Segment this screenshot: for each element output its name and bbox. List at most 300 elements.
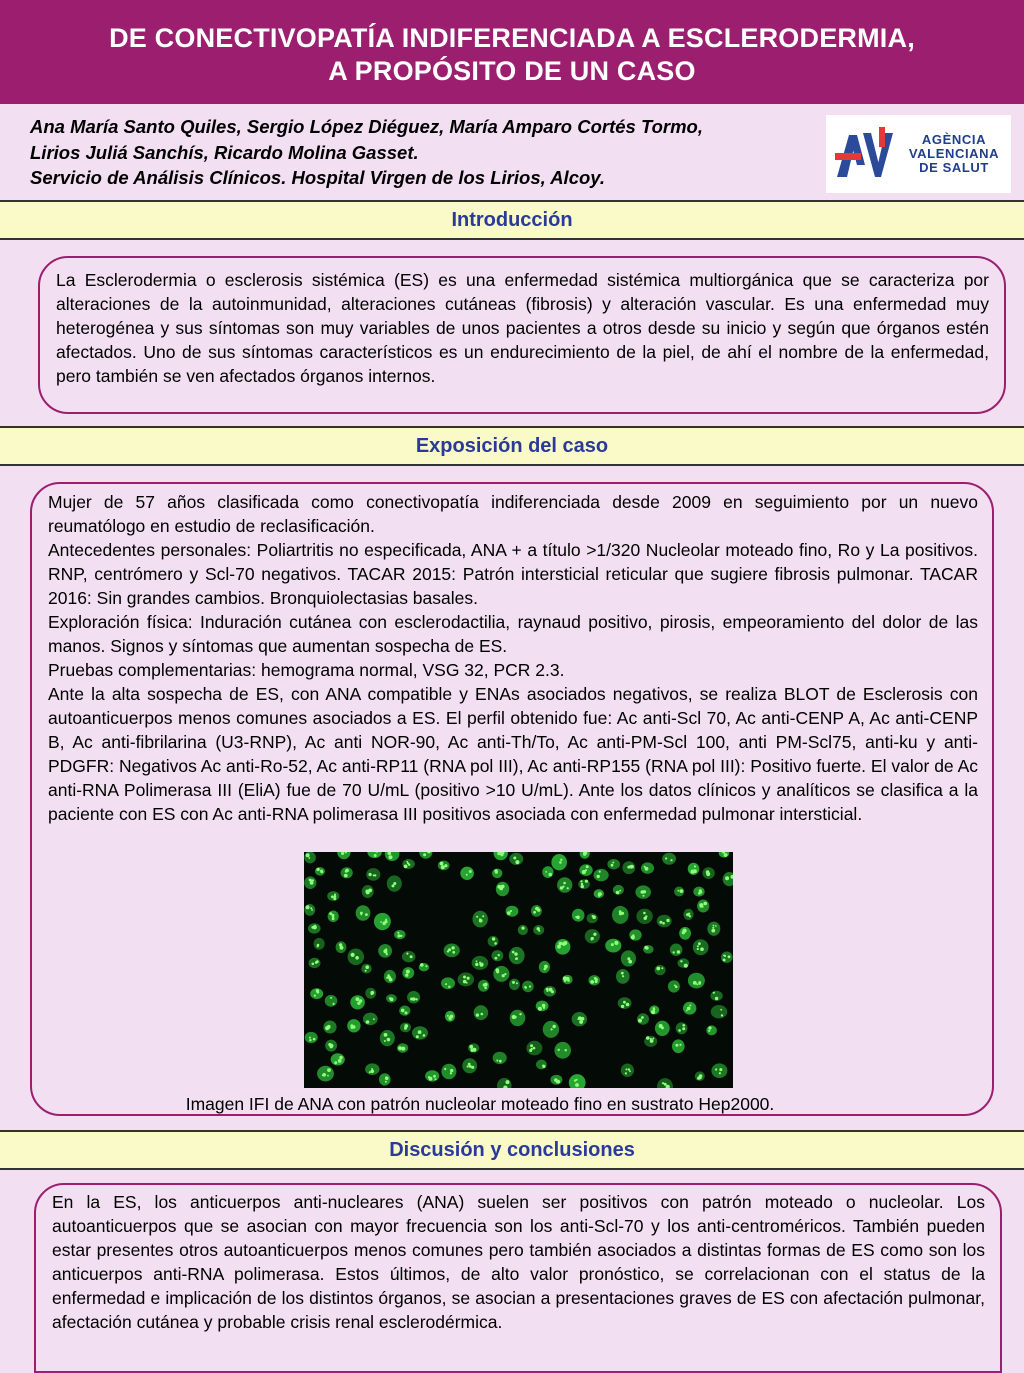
nucleolar-speckle xyxy=(309,1039,311,1041)
nucleolar-speckle xyxy=(441,865,445,869)
nucleolar-speckle xyxy=(723,959,726,962)
nucleolar-speckle xyxy=(724,853,728,857)
nucleus xyxy=(399,1006,410,1016)
nucleus xyxy=(363,1013,378,1026)
nucleolar-speckle xyxy=(699,889,702,892)
intro-text: La Esclerodermia o esclerosis sistémica (ES) es una enfermedad sistémica multiorgánica que se caracteriza por alteraciones de la autoinmunidad, alteraciones cutáneas (fibrosis) y alteración vascular. Es una enfermedad muy heterogénea y sus síntomas son muy variables de unos pacientes a otros desde su inicio y según que órganos estén afectados. Uno de sus síntomas característicos es un endurecimiento de la piel, de ahí el nombre de la enfermedad, pero también se ven afectados órganos internos. xyxy=(56,268,989,388)
nucleolar-speckle xyxy=(410,998,413,1001)
nucleolar-speckle xyxy=(530,1044,533,1047)
nucleolar-speckle xyxy=(719,1072,721,1074)
nucleolar-speckle xyxy=(382,922,386,926)
nucleolar-speckle xyxy=(546,988,549,991)
nucleus xyxy=(672,1039,685,1053)
nucleolar-speckle xyxy=(392,884,395,887)
nucleolar-speckle xyxy=(611,943,614,946)
nucleolar-speckle xyxy=(513,857,516,860)
nucleolar-speckle xyxy=(444,1068,446,1070)
nucleolar-speckle xyxy=(404,1024,408,1028)
nucleolar-speckle xyxy=(542,1065,545,1068)
nucleolar-speckle xyxy=(700,947,704,951)
nucleolar-speckle xyxy=(306,853,310,857)
nucleolar-speckle xyxy=(472,1048,476,1052)
case-text xyxy=(48,490,978,826)
nucleolar-speckle xyxy=(544,965,548,969)
nucleolar-speckle xyxy=(693,981,697,985)
nucleus xyxy=(688,973,705,989)
nucleolar-speckle xyxy=(406,861,408,863)
nucleolar-speckle xyxy=(721,1014,723,1016)
nucleolar-speckle xyxy=(512,981,515,984)
nucleolar-speckle xyxy=(399,1048,401,1050)
nucleolar-speckle xyxy=(575,1083,579,1087)
nucleolar-speckle xyxy=(406,970,410,974)
nucleolar-speckle xyxy=(327,1075,329,1077)
nucleolar-speckle xyxy=(628,1068,630,1070)
nucleolar-speckle xyxy=(322,1075,324,1077)
nucleolar-speckle xyxy=(369,873,372,876)
nucleolar-speckle xyxy=(544,968,546,970)
nucleolar-speckle xyxy=(469,1045,473,1049)
nucleolar-speckle xyxy=(512,951,515,954)
logo-text-line-2: VALENCIANA xyxy=(902,147,1006,161)
nucleolar-speckle xyxy=(310,907,312,909)
nucleolar-speckle xyxy=(469,870,472,873)
nucleolar-speckle xyxy=(644,866,646,868)
nucleolar-speckle xyxy=(452,951,455,954)
nucleolar-speckle xyxy=(380,921,382,923)
nucleolar-speckle xyxy=(664,1083,667,1086)
nucleolar-speckle xyxy=(467,977,470,980)
nucleolar-speckle xyxy=(677,890,679,892)
nucleolar-speckle xyxy=(316,868,319,871)
nucleolar-speckle xyxy=(327,1068,331,1072)
nucleolar-speckle xyxy=(366,1020,370,1024)
nucleolar-speckle xyxy=(334,1061,337,1064)
nucleolar-speckle xyxy=(368,889,372,893)
nucleus xyxy=(531,905,542,917)
nucleolar-speckle xyxy=(371,1070,375,1074)
nucleolar-speckle xyxy=(697,948,699,950)
nucleolar-speckle xyxy=(374,854,377,857)
nucleolar-speckle xyxy=(562,886,564,888)
poster-header xyxy=(0,0,1024,104)
nucleolar-speckle xyxy=(650,1039,654,1043)
nucleus xyxy=(441,1064,456,1079)
nucleolar-speckle xyxy=(545,871,547,873)
nucleolar-speckle xyxy=(538,930,540,932)
nucleolar-speckle xyxy=(551,990,554,993)
nucleolar-speckle xyxy=(495,957,498,960)
nucleolar-speckle xyxy=(563,882,566,885)
nucleolar-speckle xyxy=(450,1069,453,1072)
nucleolar-speckle xyxy=(630,865,634,869)
nucleolar-speckle xyxy=(476,1013,479,1016)
nucleolar-speckle xyxy=(317,945,319,947)
nucleolar-speckle xyxy=(585,880,588,883)
nucleolar-speckle xyxy=(306,905,310,909)
nucleus xyxy=(509,979,520,990)
nucleolar-speckle xyxy=(556,1080,560,1084)
nucleolar-speckle xyxy=(444,864,447,867)
nucleolar-speckle xyxy=(698,983,700,985)
nucleus xyxy=(536,1060,547,1070)
nucleolar-speckle xyxy=(330,997,332,999)
nucleolar-speckle xyxy=(567,887,569,889)
nucleolar-speckle xyxy=(404,865,408,869)
nucleolar-speckle xyxy=(697,945,699,947)
nucleolar-speckle xyxy=(719,1068,722,1071)
nucleolar-speckle xyxy=(499,887,503,891)
nucleolar-speckle xyxy=(627,866,630,869)
nucleolar-speckle xyxy=(598,892,602,896)
nucleolar-speckle xyxy=(466,874,468,876)
nucleolar-speckle xyxy=(674,985,676,987)
nucleolar-speckle xyxy=(643,895,645,897)
nucleolar-speckle xyxy=(684,964,688,968)
nucleolar-speckle xyxy=(451,946,454,949)
nucleolar-speckle xyxy=(515,957,518,960)
nucleolar-speckle xyxy=(405,1011,408,1014)
nucleolar-speckle xyxy=(616,891,620,895)
nucleolar-speckle xyxy=(504,973,506,975)
nucleolar-speckle xyxy=(515,860,519,864)
nucleolar-speckle xyxy=(401,1047,405,1051)
nucleolar-speckle xyxy=(332,917,335,920)
nucleolar-speckle xyxy=(519,1013,521,1015)
logo-wordmark xyxy=(902,133,1006,175)
nucleus xyxy=(356,905,371,921)
nucleus xyxy=(506,906,519,917)
case-paragraph: Antecedentes personales: Poliartritis no especificada, ANA + a título >1/320 Nucleolar moteado fino, Ro y La positivos. RNP, centrómero y Scl-70 negativos. TACAR 2015: Patrón intersticial reticular que sugiere fibrosis pulmonar. TACAR 2016: Sin grandes cambios. Bronquiolectasias basales. xyxy=(48,538,978,610)
nucleolar-speckle xyxy=(371,1068,373,1070)
nucleolar-speckle xyxy=(435,1078,437,1080)
nucleolar-speckle xyxy=(355,956,359,960)
nucleus xyxy=(621,1064,634,1077)
nucleolar-speckle xyxy=(514,1016,517,1019)
nucleus xyxy=(707,922,720,936)
nucleolar-speckle xyxy=(415,998,417,1000)
nucleolar-speckle xyxy=(425,965,427,967)
nucleolar-speckle xyxy=(662,922,665,925)
nucleolar-speckle xyxy=(581,885,584,888)
nucleolar-speckle xyxy=(516,982,518,984)
nucleolar-speckle xyxy=(423,1034,426,1037)
nucleus xyxy=(309,958,321,968)
nucleolar-speckle xyxy=(661,1026,664,1029)
nucleolar-speckle xyxy=(621,1005,624,1008)
nucleus xyxy=(721,952,733,963)
nucleus xyxy=(474,1005,489,1020)
nucleolar-speckle xyxy=(405,974,408,977)
author-block xyxy=(30,114,810,191)
nucleolar-speckle xyxy=(393,882,396,885)
nucleus xyxy=(706,1025,717,1035)
nucleolar-speckle xyxy=(694,865,696,867)
nucleus xyxy=(305,1032,318,1043)
nucleolar-speckle xyxy=(360,914,362,916)
nucleolar-speckle xyxy=(680,889,684,893)
nucleolar-speckle xyxy=(665,857,667,859)
nucleolar-speckle xyxy=(564,941,568,945)
nucleolar-speckle xyxy=(416,1035,419,1038)
nucleus xyxy=(662,853,676,865)
nucleus xyxy=(637,1013,649,1024)
nucleolar-speckle xyxy=(698,942,701,945)
nucleolar-speckle xyxy=(715,1068,717,1070)
nucleolar-speckle xyxy=(656,967,660,971)
nucleolar-speckle xyxy=(708,1026,711,1029)
logo-accent-red xyxy=(879,127,885,147)
nucleolar-speckle xyxy=(612,862,614,864)
nucleolar-speckle xyxy=(682,1027,685,1030)
nucleolar-speckle xyxy=(666,919,669,922)
affiliation-line: Servicio de Análisis Clínicos. Hospital Virgen de los Lirios, Alcoy. xyxy=(30,165,810,191)
nucleolar-speckle xyxy=(334,895,337,898)
nucleolar-speckle xyxy=(313,925,317,929)
nucleolar-speckle xyxy=(543,1007,545,1009)
nucleolar-speckle xyxy=(621,972,624,975)
nucleus xyxy=(594,869,609,881)
nucleolar-speckle xyxy=(646,1036,650,1040)
nucleolar-speckle xyxy=(497,852,500,855)
nucleus xyxy=(693,939,709,955)
nucleolar-speckle xyxy=(683,929,687,933)
nucleolar-speckle xyxy=(582,870,586,874)
nucleolar-speckle xyxy=(492,937,495,940)
nucleolar-speckle xyxy=(653,1007,655,1009)
section-heading-discusion: Discusión y conclusiones xyxy=(0,1132,1024,1168)
nucleolar-speckle xyxy=(611,864,614,867)
nucleolar-speckle xyxy=(632,934,634,936)
nucleolar-speckle xyxy=(614,941,618,945)
nucleus xyxy=(407,991,420,1003)
nucleolar-speckle xyxy=(384,1040,386,1042)
nucleolar-speckle xyxy=(340,946,344,950)
nucleolar-speckle xyxy=(308,857,310,859)
nucleolar-speckle xyxy=(713,925,715,927)
case-paragraph: Ante la alta sospecha de ES, con ANA compatible y ENAs asociados negativos, se realiza BLOT de Esclerosis con autoanticuerpos menos comunes asociados a ES. El perfil obtenido fue: Ac anti-Scl 70, Ac anti-CENP A, Ac anti-CENP B, Ac anti-fibrilarina (U3-RNP), Ac anti NOR-90, Ac anti-Th/To, Ac anti-PM-Scl 100, anti PM-Scl75, anti-ku y anti-PDGFR: Negativos Ac anti-Ro-52, Ac anti-RP11 (RNA pol III), Ac anti-RP155 (RNA pol III): Positivo fuerte. El valor de Ac anti-RNA Polimerasa III (EliA) fue de 70 U/mL (positivo >10 U/mL). Ante los datos clínicos y analíticos se clasifica a la paciente con ES con Ac anti-RNA polimerasa III positivos asociada con enfermedad pulmonar intersticial. xyxy=(48,682,978,826)
nucleus xyxy=(711,1063,727,1078)
nucleolar-speckle xyxy=(643,912,646,915)
nucleus xyxy=(379,1073,391,1085)
nucleolar-speckle xyxy=(566,977,570,981)
nucleolar-speckle xyxy=(329,1044,333,1048)
nucleus xyxy=(304,904,315,916)
nucleolar-speckle xyxy=(475,963,478,966)
nucleolar-speckle xyxy=(345,869,349,873)
nucleolar-speckle xyxy=(385,1081,387,1083)
nucleus xyxy=(425,1070,439,1081)
nucleolar-speckle xyxy=(679,1044,681,1046)
nucleolar-speckle xyxy=(384,1033,388,1037)
nucleolar-speckle xyxy=(310,879,313,882)
nucleolar-speckle xyxy=(641,890,645,894)
nucleus xyxy=(554,1042,571,1059)
nucleolar-speckle xyxy=(623,1001,626,1004)
nucleolar-speckle xyxy=(484,983,488,987)
nucleus xyxy=(325,995,338,1007)
nucleolar-speckle xyxy=(369,1071,371,1073)
nucleolar-speckle xyxy=(408,864,410,866)
nucleolar-speckle xyxy=(576,916,580,920)
nucleolar-speckle xyxy=(688,913,690,915)
nucleus xyxy=(629,929,641,940)
nucleolar-speckle xyxy=(397,934,400,937)
nucleolar-speckle xyxy=(559,861,562,864)
nucleus xyxy=(402,951,416,962)
nucleolar-speckle xyxy=(524,986,526,988)
nucleolar-speckle xyxy=(344,874,348,878)
nucleolar-speckle xyxy=(388,976,391,979)
nucleolar-speckle xyxy=(538,1007,542,1011)
figure-caption: Imagen IFI de ANA con patrón nucleolar moteado fino en sustrato Hep2000. xyxy=(0,1092,960,1116)
nucleolar-speckle xyxy=(450,1072,452,1074)
nucleolar-speckle xyxy=(560,859,562,861)
nucleolar-speckle xyxy=(316,960,319,963)
nucleolar-speckle xyxy=(314,995,316,997)
nucleolar-speckle xyxy=(675,1044,678,1047)
nucleolar-speckle xyxy=(496,968,500,972)
nucleolar-speckle xyxy=(703,902,707,906)
av-logo-icon xyxy=(835,125,895,183)
section-bar-introduccion xyxy=(0,200,1024,240)
nucleolar-speckle xyxy=(530,1048,532,1050)
nucleolar-speckle xyxy=(463,980,467,984)
nucleolar-speckle xyxy=(389,855,393,859)
nucleus xyxy=(670,944,683,956)
nucleus xyxy=(331,1053,345,1065)
nucleus xyxy=(518,925,528,935)
nucleolar-speckle xyxy=(592,915,594,917)
nucleolar-speckle xyxy=(309,1037,311,1039)
nucleus xyxy=(697,900,709,913)
nucleus xyxy=(607,859,620,869)
nucleolar-speckle xyxy=(687,1007,691,1011)
nucleolar-speckle xyxy=(418,1030,422,1034)
nucleolar-speckle xyxy=(699,903,703,907)
nucleolar-speckle xyxy=(553,1025,556,1028)
nucleolar-speckle xyxy=(313,1038,316,1041)
nucleus xyxy=(711,1005,728,1018)
nucleus xyxy=(542,866,553,878)
nucleus xyxy=(441,977,455,989)
nucleolar-speckle xyxy=(725,876,729,880)
nucleolar-speckle xyxy=(682,1024,685,1027)
nucleolar-speckle xyxy=(331,914,334,917)
logo-text-line-3: DE SALUT xyxy=(902,161,1006,175)
nucleolar-speckle xyxy=(720,1009,722,1011)
nucleolar-speckle xyxy=(629,1070,631,1072)
nucleolar-speckle xyxy=(711,929,715,933)
nucleolar-speckle xyxy=(385,1076,389,1080)
nucleolar-speckle xyxy=(652,1038,654,1040)
nucleolar-speckle xyxy=(597,875,600,878)
nucleolar-speckle xyxy=(428,1076,430,1078)
nucleolar-speckle xyxy=(574,1079,576,1081)
nucleolar-speckle xyxy=(351,1026,354,1029)
nucleolar-speckle xyxy=(549,873,552,876)
nucleolar-speckle xyxy=(365,965,369,969)
nucleolar-speckle xyxy=(653,1010,655,1012)
nucleolar-speckle xyxy=(713,992,715,994)
nucleolar-speckle xyxy=(686,1010,688,1012)
nucleolar-speckle xyxy=(715,925,717,927)
poster-title xyxy=(0,22,1024,88)
nucleolar-speckle xyxy=(447,1015,449,1017)
nucleolar-speckle xyxy=(641,1016,644,1019)
nucleolar-speckle xyxy=(670,859,672,861)
nucleolar-speckle xyxy=(645,946,648,949)
nucleolar-speckle xyxy=(479,963,483,967)
nucleolar-speckle xyxy=(712,927,714,929)
nucleolar-speckle xyxy=(551,1028,553,1030)
nucleolar-speckle xyxy=(723,955,725,957)
nucleus xyxy=(366,868,380,881)
nucleolar-speckle xyxy=(590,980,594,984)
nucleolar-speckle xyxy=(389,997,392,1000)
nucleolar-speckle xyxy=(521,927,524,930)
nucleolar-speckle xyxy=(467,1065,469,1067)
discussion-text: En la ES, los anticuerpos anti-nucleares (ANA) suelen ser positivos con patrón moteado o nucleolar. Los autoanticuerpos que se asocian con mayor frecuencia son los anti-Scl-70 y los anti-centroméricos. También pueden estar presentes otros autoanticuerpos menos comunes pero también asociados a distintas formas de ES como son los anticuerpos anti-RNA polimerasa. Estos últimos, de alto valor pronóstico, se correlacionan con el status de la enfermedad e implicación de los distintos órganos, se asocian a presentaciones graves de ES con afectación pulmonar, afectación cutánea y probable crisis renal esclerodérmica. xyxy=(52,1190,985,1334)
nucleolar-speckle xyxy=(499,1060,502,1063)
nucleolar-speckle xyxy=(595,978,598,981)
nucleolar-speckle xyxy=(728,955,731,958)
nucleolar-speckle xyxy=(356,997,360,1001)
nucleolar-speckle xyxy=(686,914,688,916)
nucleus xyxy=(585,929,600,943)
poster-title-line-2: A PROPÓSITO DE UN CASO xyxy=(0,55,1024,88)
nucleolar-speckle xyxy=(502,974,505,977)
nucleolar-speckle xyxy=(662,1082,664,1084)
nucleolar-speckle xyxy=(680,960,682,962)
nucleolar-speckle xyxy=(373,1018,375,1020)
nucleolar-speckle xyxy=(445,983,447,985)
logo-text-line-1: AGÈNCIA xyxy=(902,133,1006,147)
nucleolar-speckle xyxy=(339,1056,342,1059)
nucleolar-speckle xyxy=(625,1072,627,1074)
nucleolar-speckle xyxy=(507,911,511,915)
nucleolar-speckle xyxy=(310,881,314,885)
nucleus xyxy=(493,966,509,982)
nucleolar-speckle xyxy=(638,1019,642,1023)
nucleolar-speckle xyxy=(533,911,536,914)
nucleolar-speckle xyxy=(661,967,663,969)
nucleus xyxy=(460,867,474,880)
nucleolar-speckle xyxy=(386,952,388,954)
nucleolar-speckle xyxy=(626,1003,630,1007)
nucleolar-speckle xyxy=(406,953,408,955)
nucleolar-speckle xyxy=(644,917,647,920)
nucleolar-speckle xyxy=(498,954,500,956)
nucleus xyxy=(492,950,504,961)
nucleolar-speckle xyxy=(331,895,334,898)
nucleolar-speckle xyxy=(559,942,563,946)
nucleolar-speckle xyxy=(448,948,451,951)
nucleus xyxy=(522,981,534,993)
section-bar-discusion xyxy=(0,1130,1024,1170)
nucleolar-speckle xyxy=(628,960,632,964)
nucleolar-speckle xyxy=(696,983,698,985)
nucleolar-speckle xyxy=(440,862,444,866)
nucleolar-speckle xyxy=(371,993,373,995)
nucleolar-speckle xyxy=(626,1068,628,1070)
cell-field xyxy=(304,852,733,1088)
nucleolar-speckle xyxy=(619,890,621,892)
nucleolar-speckle xyxy=(365,970,367,972)
nucleolar-speckle xyxy=(433,1075,436,1078)
nucleolar-speckle xyxy=(537,908,540,911)
ifi-ana-microscopy-image xyxy=(304,852,733,1088)
